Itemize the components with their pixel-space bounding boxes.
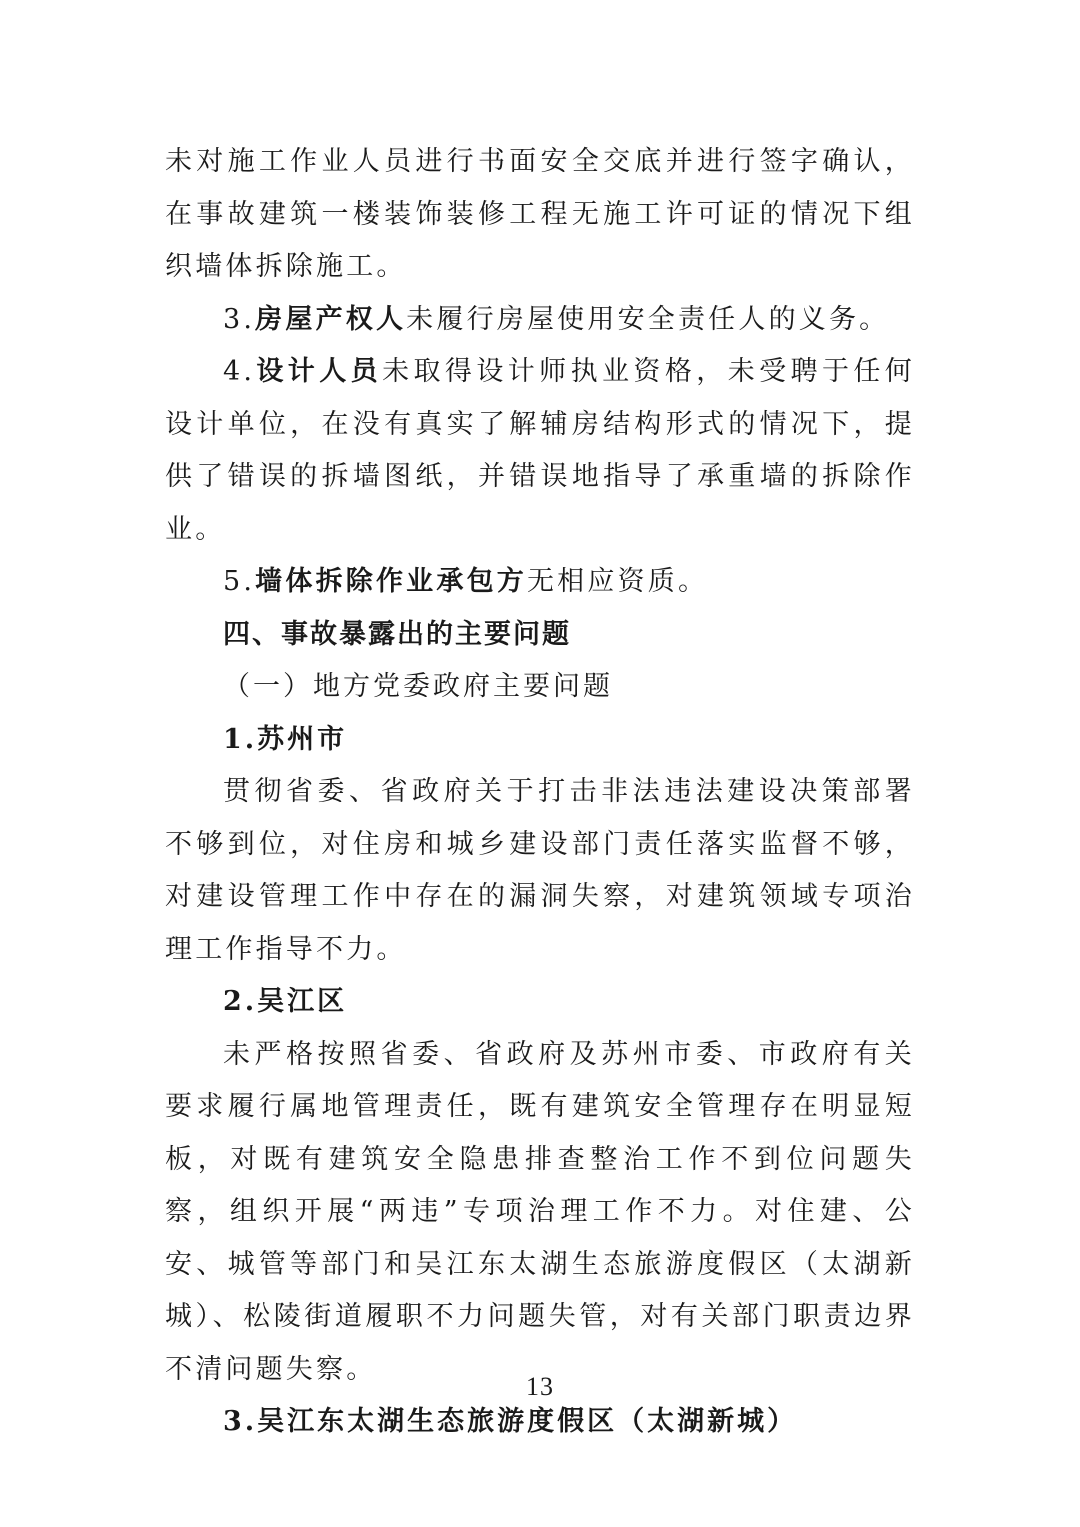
heading-suzhou: 1.苏州市 — [223, 723, 348, 755]
item-3-paragraph — [165, 294, 915, 347]
item-3-number: 3. — [223, 303, 256, 335]
item-5-number: 5. — [223, 566, 256, 597]
paragraph-wujiang: 未严格按照省委、省政府及苏州市委、市政府有关要求履行属地管理责任，既有建筑安全管理存在明显短板，对既有建筑安全隐患排查整治工作不到位问题失察，组织开展“两违”专项治理工作不力。对住建、公安、城管等部门和吴江东太湖生态旅游度假区（太湖新城）、松陵街道履职不力问题失管，对有关部门职责边界不清问题失察。 — [165, 1038, 915, 1385]
page-number: 13 — [526, 1372, 554, 1401]
paragraph-continuation: 未对施工作业人员进行书面安全交底并进行签字确认，在事故建筑一楼装饰装修工程无施工许可证的情况下组织墙体拆除施工。 — [165, 146, 915, 282]
item-3-lead: 房屋产权人 — [255, 303, 407, 335]
paragraph-suzhou: 贯彻省委、省政府关于打击非法违法建设决策部署不够到位，对住房和城乡建设部门责任落实监督不够，对建设管理工作中存在的漏洞失察，对建筑领域专项治理工作指导不力。 — [165, 776, 915, 965]
item-5-paragraph — [165, 556, 915, 609]
item-4-text: 未取得设计师执业资格，未受聘于任何设计单位，在没有真实了解辅房结构形式的情况下，提供了错误的拆墙图纸，并错误地指导了承重墙的拆除作业。 — [165, 356, 915, 545]
document-body — [165, 136, 915, 1449]
item-4-number: 4. — [223, 356, 256, 387]
item-4-lead: 设计人员 — [255, 356, 383, 387]
subsection-heading: （一）地方党委政府主要问题 — [223, 671, 613, 702]
item-4-paragraph — [165, 346, 915, 556]
item-3-text: 未履行房屋使用安全责任人的义务。 — [406, 303, 890, 335]
heading-wujiang: 2.吴江区 — [223, 986, 348, 1017]
item-5-text: 无相应资质。 — [526, 566, 709, 597]
heading-taihu: 3.吴江东太湖生态旅游度假区（太湖新城） — [223, 1406, 798, 1437]
section-heading: 四、事故暴露出的主要问题 — [223, 618, 571, 650]
item-5-lead: 墙体拆除作业承包方 — [255, 566, 527, 597]
